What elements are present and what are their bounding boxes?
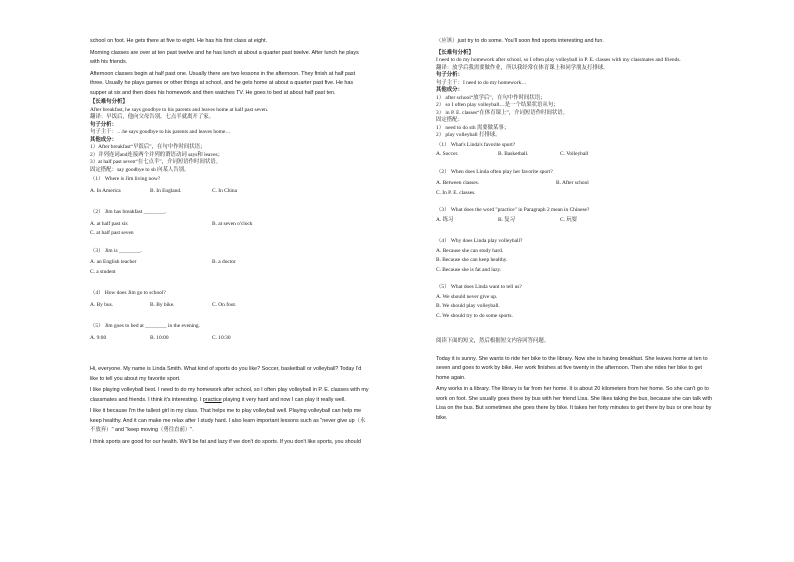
- question: （2） Jim has breakfast ________.: [90, 209, 167, 215]
- passage-line: Afternoon classes begin at half past one. Usually there are two lessons in the afternoon. They finish at half past: [90, 70, 356, 77]
- option: B. a doctor: [212, 259, 236, 265]
- analysis-line: 句子主干：…he says goodbye to his parents and leaves home…: [90, 129, 231, 135]
- passage-line: home again.: [436, 374, 466, 381]
- passage-line: bike.: [436, 414, 448, 421]
- option: C. On foot.: [212, 301, 237, 308]
- option: A. In America: [90, 187, 121, 194]
- passage-line: school on foot. He gets there at five to eight. He has his first class at eight.: [90, 38, 268, 44]
- options-row: [90, 259, 412, 267]
- analysis-line: 3） in P. E. classes“在体育课上”，介词短语作时间状语。: [436, 109, 569, 116]
- analysis-line: 1） need to do sth 需要做某事；: [436, 124, 510, 131]
- option: B. at seven o'clock: [212, 220, 253, 227]
- options-row: [90, 302, 412, 310]
- passage-line: I like playing volleyball best. I need to do my homework after school, so I often play volleyball in P. E. classes with my: [90, 387, 369, 393]
- option: B. By bike.: [150, 301, 175, 308]
- passage-line: [90, 397, 412, 405]
- option: B. In England.: [150, 187, 182, 194]
- analysis-line: 固定搭配：say goodbye to sb 向某人告别。: [90, 166, 190, 173]
- passage-line: I think sports are good for our health. We'll be fat and lazy if we don't do sports. If you don't like sports, you should: [90, 438, 361, 445]
- options-row: [436, 180, 768, 188]
- left-column: [90, 38, 412, 446]
- options-row: [90, 188, 412, 196]
- question: （5） What does Linda want to tell us?: [436, 284, 522, 290]
- passage-line: with his friends.: [90, 59, 128, 65]
- option: A. at half past six: [90, 220, 128, 227]
- option: B. After school: [556, 180, 589, 186]
- option: C. a student: [90, 268, 116, 275]
- option: B. Basketball.: [498, 151, 529, 157]
- option: C. at half past seven: [90, 230, 134, 236]
- passage-line: Lisa on the bus. But sometimes she goes there by bike. It takes her forty minutes to get there by bus or one hour by: [436, 405, 712, 411]
- option: C. Volleyball: [560, 151, 589, 157]
- options-row: [436, 151, 768, 159]
- passage-line: Morning classes are over at ten past twelve and he has lunch at about a quarter past twelve. After lunch he plays: [90, 49, 359, 56]
- passage-line: 不放弃）" and "keep moving（勇往直前）".: [90, 427, 194, 433]
- passage-line: Amy works in a library. The library is far from her home. It is about 20 kilometers from her home. So she can't go to: [436, 386, 709, 392]
- question: （4） How does Jim go to school?: [90, 290, 166, 296]
- option: A. an English teacher: [90, 259, 137, 265]
- option: A. 练习: [436, 216, 454, 223]
- question: （5） Jim goes to bed at ________ in the evening.: [90, 323, 200, 329]
- analysis-line: 翻译：放学后我需要做作业，所以我经常在体育课上和同学朋友打排球。: [436, 64, 609, 71]
- passage-line: Today it is sunny. She wants to ride her bike to the library. Now she is having breakfast. She leaves home at ten to: [436, 355, 708, 362]
- passage-line: like to tell you about my favorite sport.: [90, 375, 181, 382]
- analysis-line: 2） so I often play volleyball…是一个结果状语从句；: [436, 102, 559, 108]
- analysis-line: 2）并列连词and连接两个并列的谓语动词 says和 leaves；: [90, 151, 223, 158]
- option: A. Soccer.: [436, 151, 459, 157]
- analysis-label: 其他成分：: [90, 136, 117, 143]
- options-row: [90, 335, 412, 343]
- option: C. 10:30: [212, 334, 231, 341]
- analysis-label: 句子分析：: [436, 72, 463, 78]
- passage-line: work on foot. She usually goes there by bus with her friend Lisa. She likes taking the bus, because she can talk with: [436, 395, 712, 402]
- section-heading: 【长难句分析】: [436, 49, 474, 56]
- analysis-line: 3）at half past seven“在七点半”，介词短语作时间状语。: [90, 159, 222, 165]
- analysis-label: 句子分析：: [90, 121, 117, 128]
- option: C. 玩耍: [560, 216, 578, 223]
- question: （4） Why does Linda play volleyball?: [436, 238, 523, 244]
- option: C. In China: [212, 187, 238, 194]
- option: A. We should never give up.: [436, 293, 498, 300]
- section-heading: 【长难句分析】: [90, 99, 128, 105]
- option: A. Between classes.: [436, 180, 480, 186]
- analysis-line: 句子主干：I need to do my homework…: [436, 79, 527, 86]
- analysis-line: I need to do my homework after school, so I often play volleyball in P. E. classes with my classmates and friends.: [436, 57, 681, 63]
- option: C. We should try to do some sports.: [436, 312, 513, 319]
- analysis-line: After breakfast, he says goodbye to his parents and leaves home at half past seven.: [90, 106, 269, 113]
- question: （2） When does Linda often play her favorite sport?: [436, 168, 553, 175]
- option: A. Because she can study hard.: [436, 247, 504, 254]
- analysis-label: 其他成分：: [436, 87, 463, 93]
- passage-line: （应该）just try to do some. You'll soon find sports interesting and fun.: [436, 38, 604, 44]
- options-row: [436, 217, 768, 225]
- option: B. 复习: [498, 216, 516, 223]
- passage-line: three. Usually he plays games or other things at school, and he gets home at about a quarter past five. He has: [90, 80, 354, 86]
- option: B. 10:00: [150, 334, 169, 341]
- analysis-line: 翻译：早饭后，他向父母告别，七点半就离开了家。: [90, 114, 214, 120]
- question: （1） Where is Jim living now?: [90, 176, 161, 182]
- passage-line: seven and goes to work by bike. Her work finishes at five twenty in the afternoon. Then she rides her bike to get: [436, 365, 702, 371]
- options-row: [90, 221, 412, 229]
- passage-line: Hi, everyone. My name is Linda Smith. What kind of sports do you like? Soccer, basketball or volleyball? Today I'd: [90, 366, 362, 372]
- question: （1） What's Linda's favorite sport?: [436, 141, 516, 148]
- underlined-word: practice: [202, 396, 222, 403]
- passage-text: playing it very hard and now I can play it really well.: [221, 396, 346, 403]
- analysis-line: 1）After breakfast“早饭后”，在句中作时间状语；: [90, 144, 206, 150]
- passage-text: classmates and friends. I think it's interesting. I: [90, 396, 203, 403]
- option: C. In P. E. classes.: [436, 189, 476, 196]
- option: A. 9:00: [90, 334, 107, 341]
- passage-line: supper at six and then does his homework and then watches TV. He goes to bed at about half past ten.: [90, 89, 336, 96]
- question: （3） Jim is ________.: [90, 247, 142, 254]
- option: C. Because she is fat and lazy.: [436, 266, 502, 273]
- analysis-line: 2） play volleyball 打排球。: [436, 132, 501, 138]
- right-column: [436, 38, 768, 422]
- section-instruction: 阅读下面的短文，然后根据短文内容回答问题。: [436, 338, 550, 344]
- passage-line: keep healthy. And it can make me relax after I study hard. I also learn important lessons such as "never give up（永: [90, 417, 366, 424]
- analysis-label: 固定搭配：: [436, 117, 463, 123]
- analysis-line: 1） after school“放学后”，在句中作时间状语；: [436, 94, 546, 101]
- question: （3） What does the word "practice" in Paragraph 2 mean in Chinese?: [436, 207, 590, 213]
- passage-line: I like it because I'm the tallest girl in my class. That helps me to play volleyball well. Playing volleyball can help me: [90, 408, 362, 414]
- option: B. Because she can keep healthy.: [436, 257, 508, 263]
- option: B. We should play volleyball.: [436, 303, 500, 309]
- option: A. By bus.: [90, 301, 114, 308]
